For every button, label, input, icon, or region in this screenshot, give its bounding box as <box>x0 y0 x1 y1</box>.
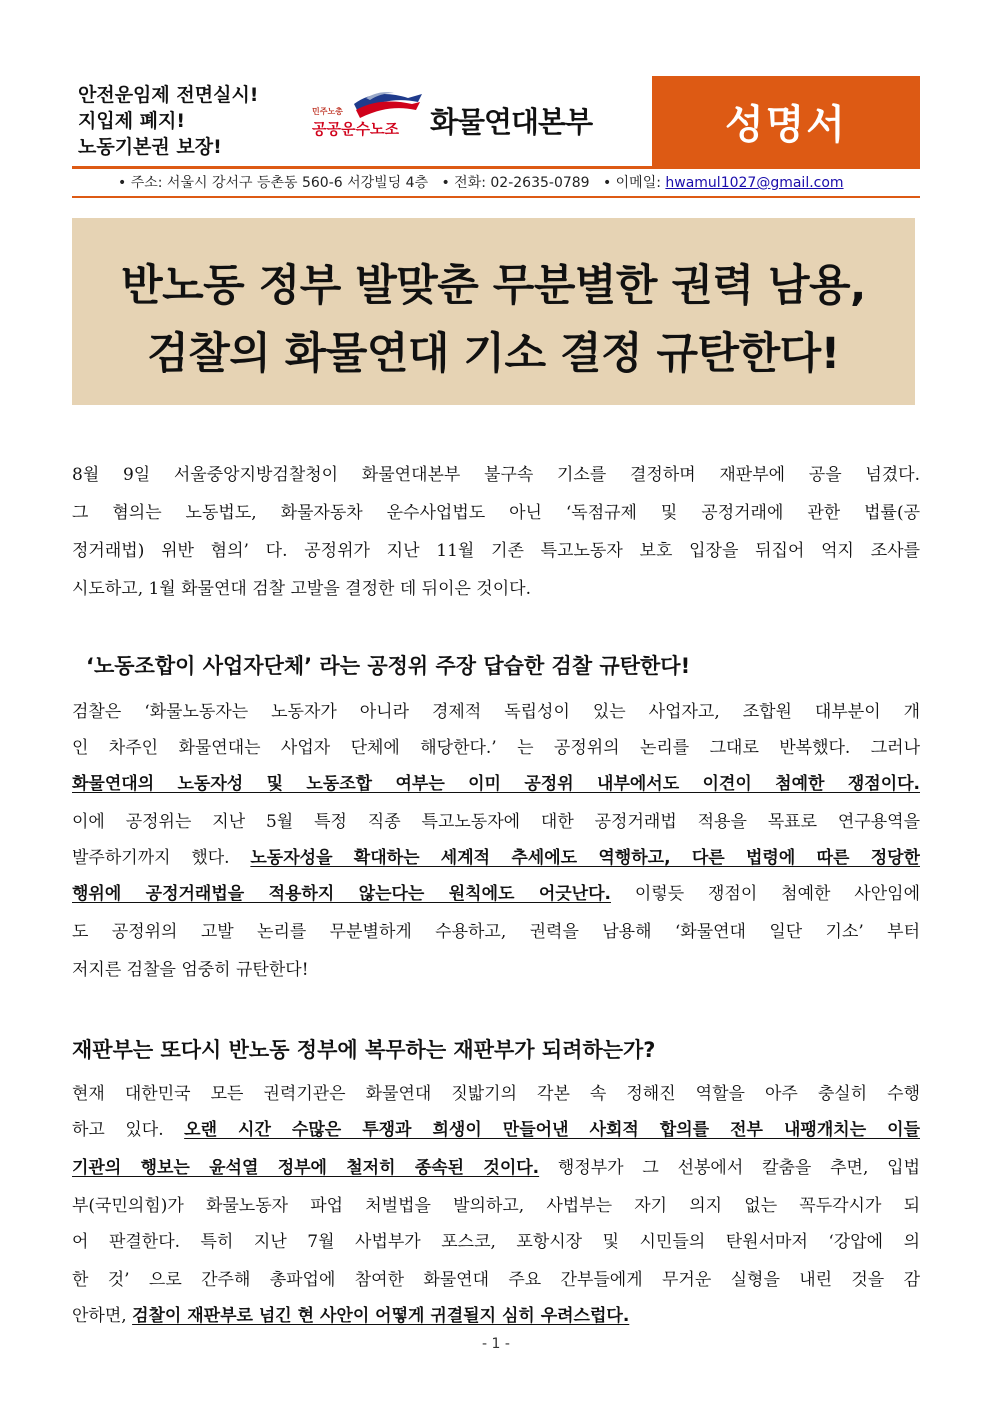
emphasis-text: 행위에 공정거래법을 적용하지 않는다는 원칙에도 어긋난다. <box>72 884 611 904</box>
section1-line <box>72 876 920 912</box>
contact-phone: • 전화: 02-2635-0789 <box>441 175 590 191</box>
page-number: - 1 - <box>482 1336 510 1352</box>
section2-line: 부(국민의힘)가 화물노동자 파업 처벌법을 발의하고, 사법부는 자기 의지 없는 꼭두각시가 되 <box>72 1196 920 1216</box>
slogan-2: 지입제 폐지! <box>78 110 186 132</box>
slogan-1: 안전운임제 전면실시! <box>78 84 259 106</box>
union-logo <box>312 88 632 148</box>
statement-label: 성명서 <box>652 76 920 166</box>
title-box <box>72 218 915 405</box>
intro-line: 8월 9일 서울중앙지방검찰청이 화물연대본부 불구속 기소를 결정하며 재판부에 공을 넘겼다. <box>72 465 920 485</box>
section2-line: 어 판결한다. 특히 지난 7월 사법부가 포스코, 포항시장 및 시민들의 탄원서마저 ‘강압에 의 <box>72 1232 920 1252</box>
logo-org-name: 화물연대본부 <box>430 105 593 139</box>
intro-line: 정거래법) 위반 혐의’ 다. 공정위가 지난 11월 기존 특고노동자 보호 입장을 뒤집어 억지 조사를 <box>72 541 920 561</box>
logo-union-name: 공공운수노조 <box>312 120 399 138</box>
section2-line <box>72 1150 920 1186</box>
section1-line: 이에 공정위는 지난 5월 특정 직종 특고노동자에 대한 공정거래법 적용을 목표로 연구용역을 <box>72 812 920 832</box>
section1-line <box>72 840 920 876</box>
header-divider <box>72 166 920 169</box>
emphasis-text: 노동자성을 확대하는 세계적 추세에도 역행하고, 다른 법령에 따른 정당한 <box>250 848 920 868</box>
emphasis-text: 기관의 행보는 윤석열 정부에 철저히 종속된 것이다. <box>72 1158 540 1178</box>
section1-line <box>72 766 920 802</box>
contact-divider <box>72 196 920 198</box>
section1-line: 저지른 검찰을 엄중히 규탄한다! <box>72 960 309 980</box>
plain-text: 발주하기까지 했다. <box>72 848 251 868</box>
section2-line: 현재 대한민국 모든 권력기관은 화물연대 짓밟기의 각본 속 정해진 역할을 아주 충실히 수행 <box>72 1084 920 1104</box>
intro-line: 시도하고, 1월 화물연대 검찰 고발을 결정한 데 뒤이은 것이다. <box>72 579 531 599</box>
section1-line: 검찰은 ‘화물노동자는 노동자가 아니라 경제적 독립성이 있는 사업자고, 조합원 대부분이 개 <box>72 702 920 722</box>
flag-logo-icon <box>352 90 424 120</box>
contact-info <box>118 172 844 192</box>
contact-email-label: • 이메일: <box>602 175 661 191</box>
plain-text: 하고 있다. <box>72 1120 185 1140</box>
slogans <box>78 82 258 160</box>
contact-email-link[interactable]: hwamul1027@gmail.com <box>665 175 844 191</box>
plain-text: 안하면, <box>72 1306 133 1326</box>
title-line-1: 반노동 정부 발맞춘 무분별한 권력 남용, <box>121 261 866 311</box>
slogan-3: 노동기본권 보장! <box>78 136 222 158</box>
section2-line: 한 것’ 으로 간주해 총파업에 참여한 화물연대 주요 간부들에게 무거운 실형을 내린 것을 감 <box>72 1270 920 1290</box>
logo-small-text: 민주노총 <box>312 107 343 116</box>
section2-line <box>72 1298 920 1334</box>
section2-line <box>72 1112 920 1148</box>
section2-heading: 재판부는 또다시 반노동 정부에 복무하는 재판부가 되려하는가? <box>72 1038 656 1062</box>
intro-line: 그 혐의는 노동법도, 화물자동차 운수사업법도 아닌 ‘독점규제 및 공정거래에 관한 법률(공 <box>72 503 920 523</box>
section1-line: 도 공정위의 고발 논리를 무분별하게 수용하고, 권력을 남용해 ‘화물연대 일단 기소’ 부터 <box>72 922 920 942</box>
emphasis-text: 화물연대의 노동자성 및 노동조합 여부는 이미 공정위 내부에서도 이견이 첨예한 쟁점이다. <box>72 774 920 794</box>
section1-heading: ‘노동조합이 사업자단체’ 라는 공정위 주장 답습한 검찰 규탄한다! <box>86 654 691 678</box>
contact-address: • 주소: 서울시 강서구 등촌동 560-6 서강빌딩 4층 <box>118 175 429 191</box>
plain-text: 행정부가 그 선봉에서 칼춤을 추면, 입법 <box>539 1158 920 1178</box>
plain-text: 이렇듯 쟁점이 첨예한 사안임에 <box>610 884 920 904</box>
section1-line: 인 차주인 화물연대는 사업자 단체에 해당한다.’ 는 공정위의 논리를 그대로 반복했다. 그러나 <box>72 738 920 758</box>
emphasis-text: 오랜 시간 수많은 투쟁과 희생이 만들어낸 사회적 합의를 전부 내팽개치는 이들 <box>184 1120 920 1140</box>
emphasis-text: 검찰이 재판부로 넘긴 현 사안이 어떻게 귀결될지 심히 우려스럽다. <box>132 1306 630 1326</box>
title-line-2: 검찰의 화물연대 기소 결정 규탄한다! <box>147 329 840 379</box>
